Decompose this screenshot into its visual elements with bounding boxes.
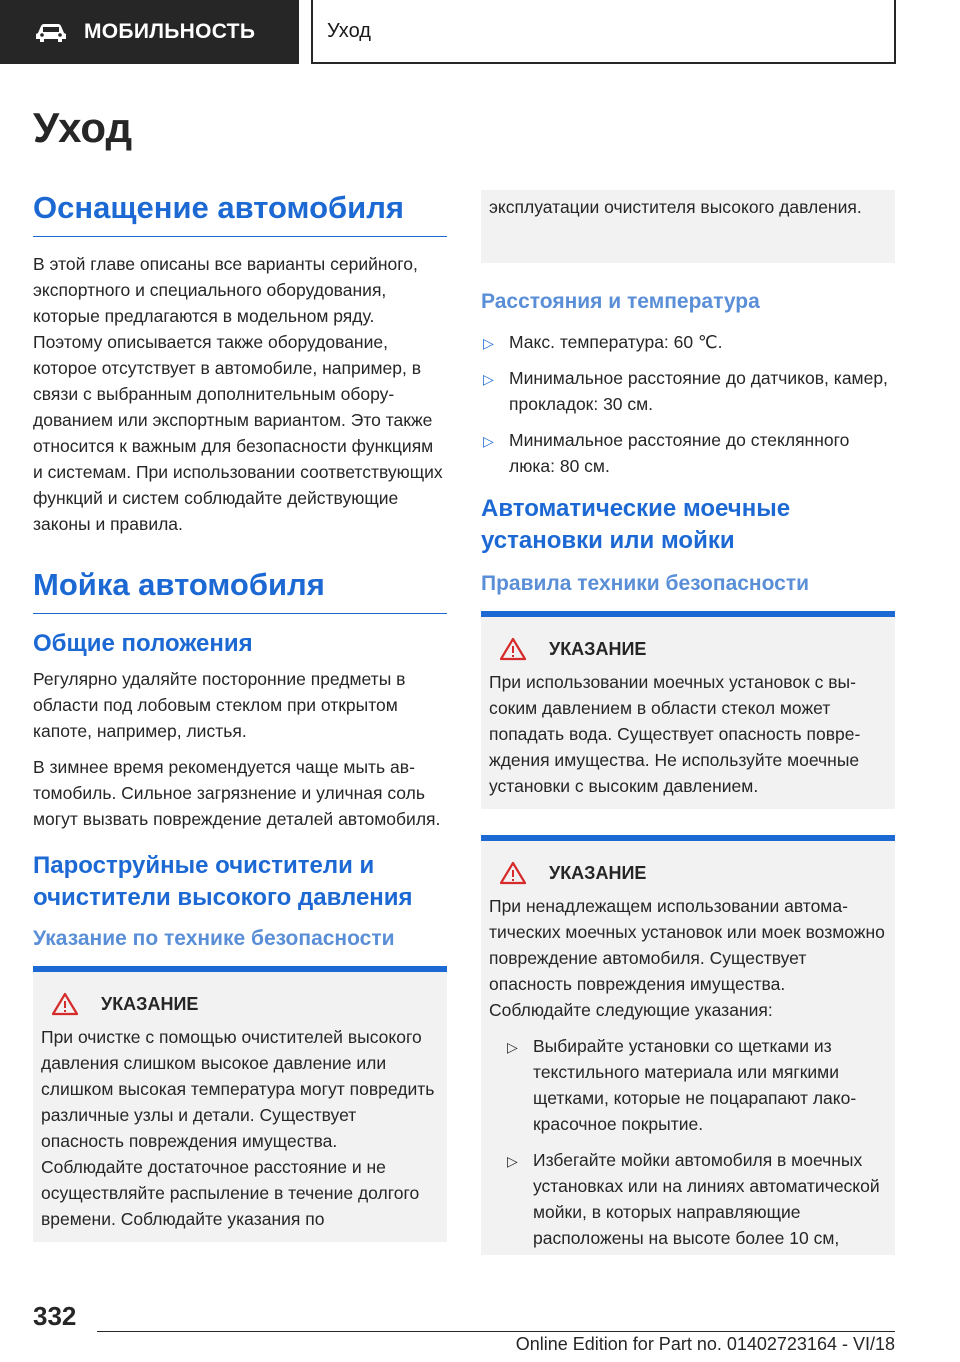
warning-text: При ненадлежащем использовании автоматических моечных установок или моек возможно повреждение автомобиля. Существует опасность повреждения имущества. Соблюдайте следующие указания: [489, 896, 885, 1020]
distances-list [481, 329, 895, 479]
footer-edition: Online Edition for Part no. 01402723164 - VI/18 [515, 1334, 895, 1354]
triangle-bullet-icon: ▷ [483, 433, 494, 449]
heading-car-wash: Мойка автомобиля [33, 567, 447, 614]
heading-safety-note: Указание по технике безопасности [33, 927, 395, 950]
header-chapter [311, 0, 896, 64]
warning-text: При очистке с помощью очистителей высокого давления слишком высокое давление или слишком высокая температура могут повредить различные узлы и детали. Существует опасность повреждения имущества. Соблюдайте достаточное расстояние и не осуществляйте распыление в течение долгого времени. Соблюдайте указания по [41, 1027, 435, 1229]
list-item: ▷ Минимальное расстояние до датчиков, камер, прокладок: 30 см. [483, 368, 888, 414]
header-chapter-label: Уход [327, 19, 371, 42]
heading-distances: Расстояния и температура [481, 290, 760, 313]
warning-triangle-icon [499, 861, 527, 885]
warning-text-continued: эксплуатации очистителя высокого давления. [489, 197, 862, 217]
triangle-bullet-icon: ▷ [507, 1153, 518, 1169]
warning-header [41, 992, 439, 1016]
list-item: ▷ Макс. температура: 60 ℃. [481, 329, 895, 355]
warning-text: При использовании моечных установок с высоким давлением в области стекол может попадать вода. Существует опасность повреждения имущества. Не используйте моечные установки с высоким давлением. [489, 672, 861, 796]
warning-title: УКАЗАНИЕ [101, 993, 199, 1014]
right-column [481, 190, 895, 1255]
heading-automatic-wash: Автоматические моечные установки или мойки [481, 495, 791, 554]
warning-header [489, 637, 887, 661]
triangle-bullet-icon: ▷ [507, 1039, 518, 1055]
paragraph-general-1: Регулярно удаляйте посторонние предметы в области под лобовым стеклом при открытом капоте, например, листья. [33, 669, 406, 741]
warning-box-high-pressure [33, 966, 447, 1242]
triangle-bullet-icon: ▷ [483, 335, 494, 351]
page-title: Уход [33, 104, 133, 151]
header-section-tab[interactable] [0, 0, 299, 64]
heading-steam-cleaners: Пароструйные очистители и очистители высокого давления [33, 852, 413, 911]
header-section-label: МОБИЛЬНОСТЬ [84, 20, 256, 43]
list-item: ▷ Выбирайте установки со щетками из текстильного материала или мягкими щетками, которые не поцарапают лакокрасочное покрытие. [507, 1036, 857, 1134]
warning-header [489, 861, 887, 885]
warning-title: УКАЗАНИЕ [549, 638, 647, 659]
warning-box-continued [481, 190, 895, 263]
list-item: ▷ Избегайте мойки автомобиля в моечных установках или на линиях автоматической мойки, в которых направляющие расположены на высоте более 10 см, [507, 1150, 880, 1248]
heading-safety-rules: Правила техники безопасности [481, 572, 810, 595]
warning-triangle-icon [51, 992, 79, 1016]
warning-instructions-list [489, 1033, 887, 1251]
warning-triangle-icon [499, 637, 527, 661]
warning-title: УКАЗАНИЕ [549, 862, 647, 883]
footer-divider [97, 1331, 895, 1332]
paragraph-equipment: В этой главе описаны все варианты серийного, экспортного и специального оборудования, которые предлагаются в модельном ряду. Поэтому описывается также оборудование, которое отсутствует в автомобиле, например, в связи с выбранным дополнительным оборудованием или экспортным вариантом. Это также относится к важным для безопасности функциям и системам. При использовании соответствующих функций и систем соблюдайте действующие законы и правила. [33, 254, 443, 534]
warning-box-high-pressure-wash [481, 611, 895, 809]
car-icon [34, 21, 68, 43]
page-number: 332 [33, 1301, 77, 1331]
triangle-bullet-icon: ▷ [483, 371, 494, 387]
paragraph-general-2: В зимнее время рекомендуется чаще мыть автомобиль. Сильное загрязнение и уличная соль могут вызвать повреждение деталей автомобиля. [33, 757, 441, 829]
heading-equipment: Оснащение автомобиля [33, 190, 447, 237]
warning-box-automatic-wash [481, 835, 895, 1255]
list-item: ▷ Минимальное расстояние до стеклянного люка: 80 см. [483, 430, 850, 476]
heading-general: Общие положения [33, 630, 253, 657]
left-column [33, 190, 447, 1268]
